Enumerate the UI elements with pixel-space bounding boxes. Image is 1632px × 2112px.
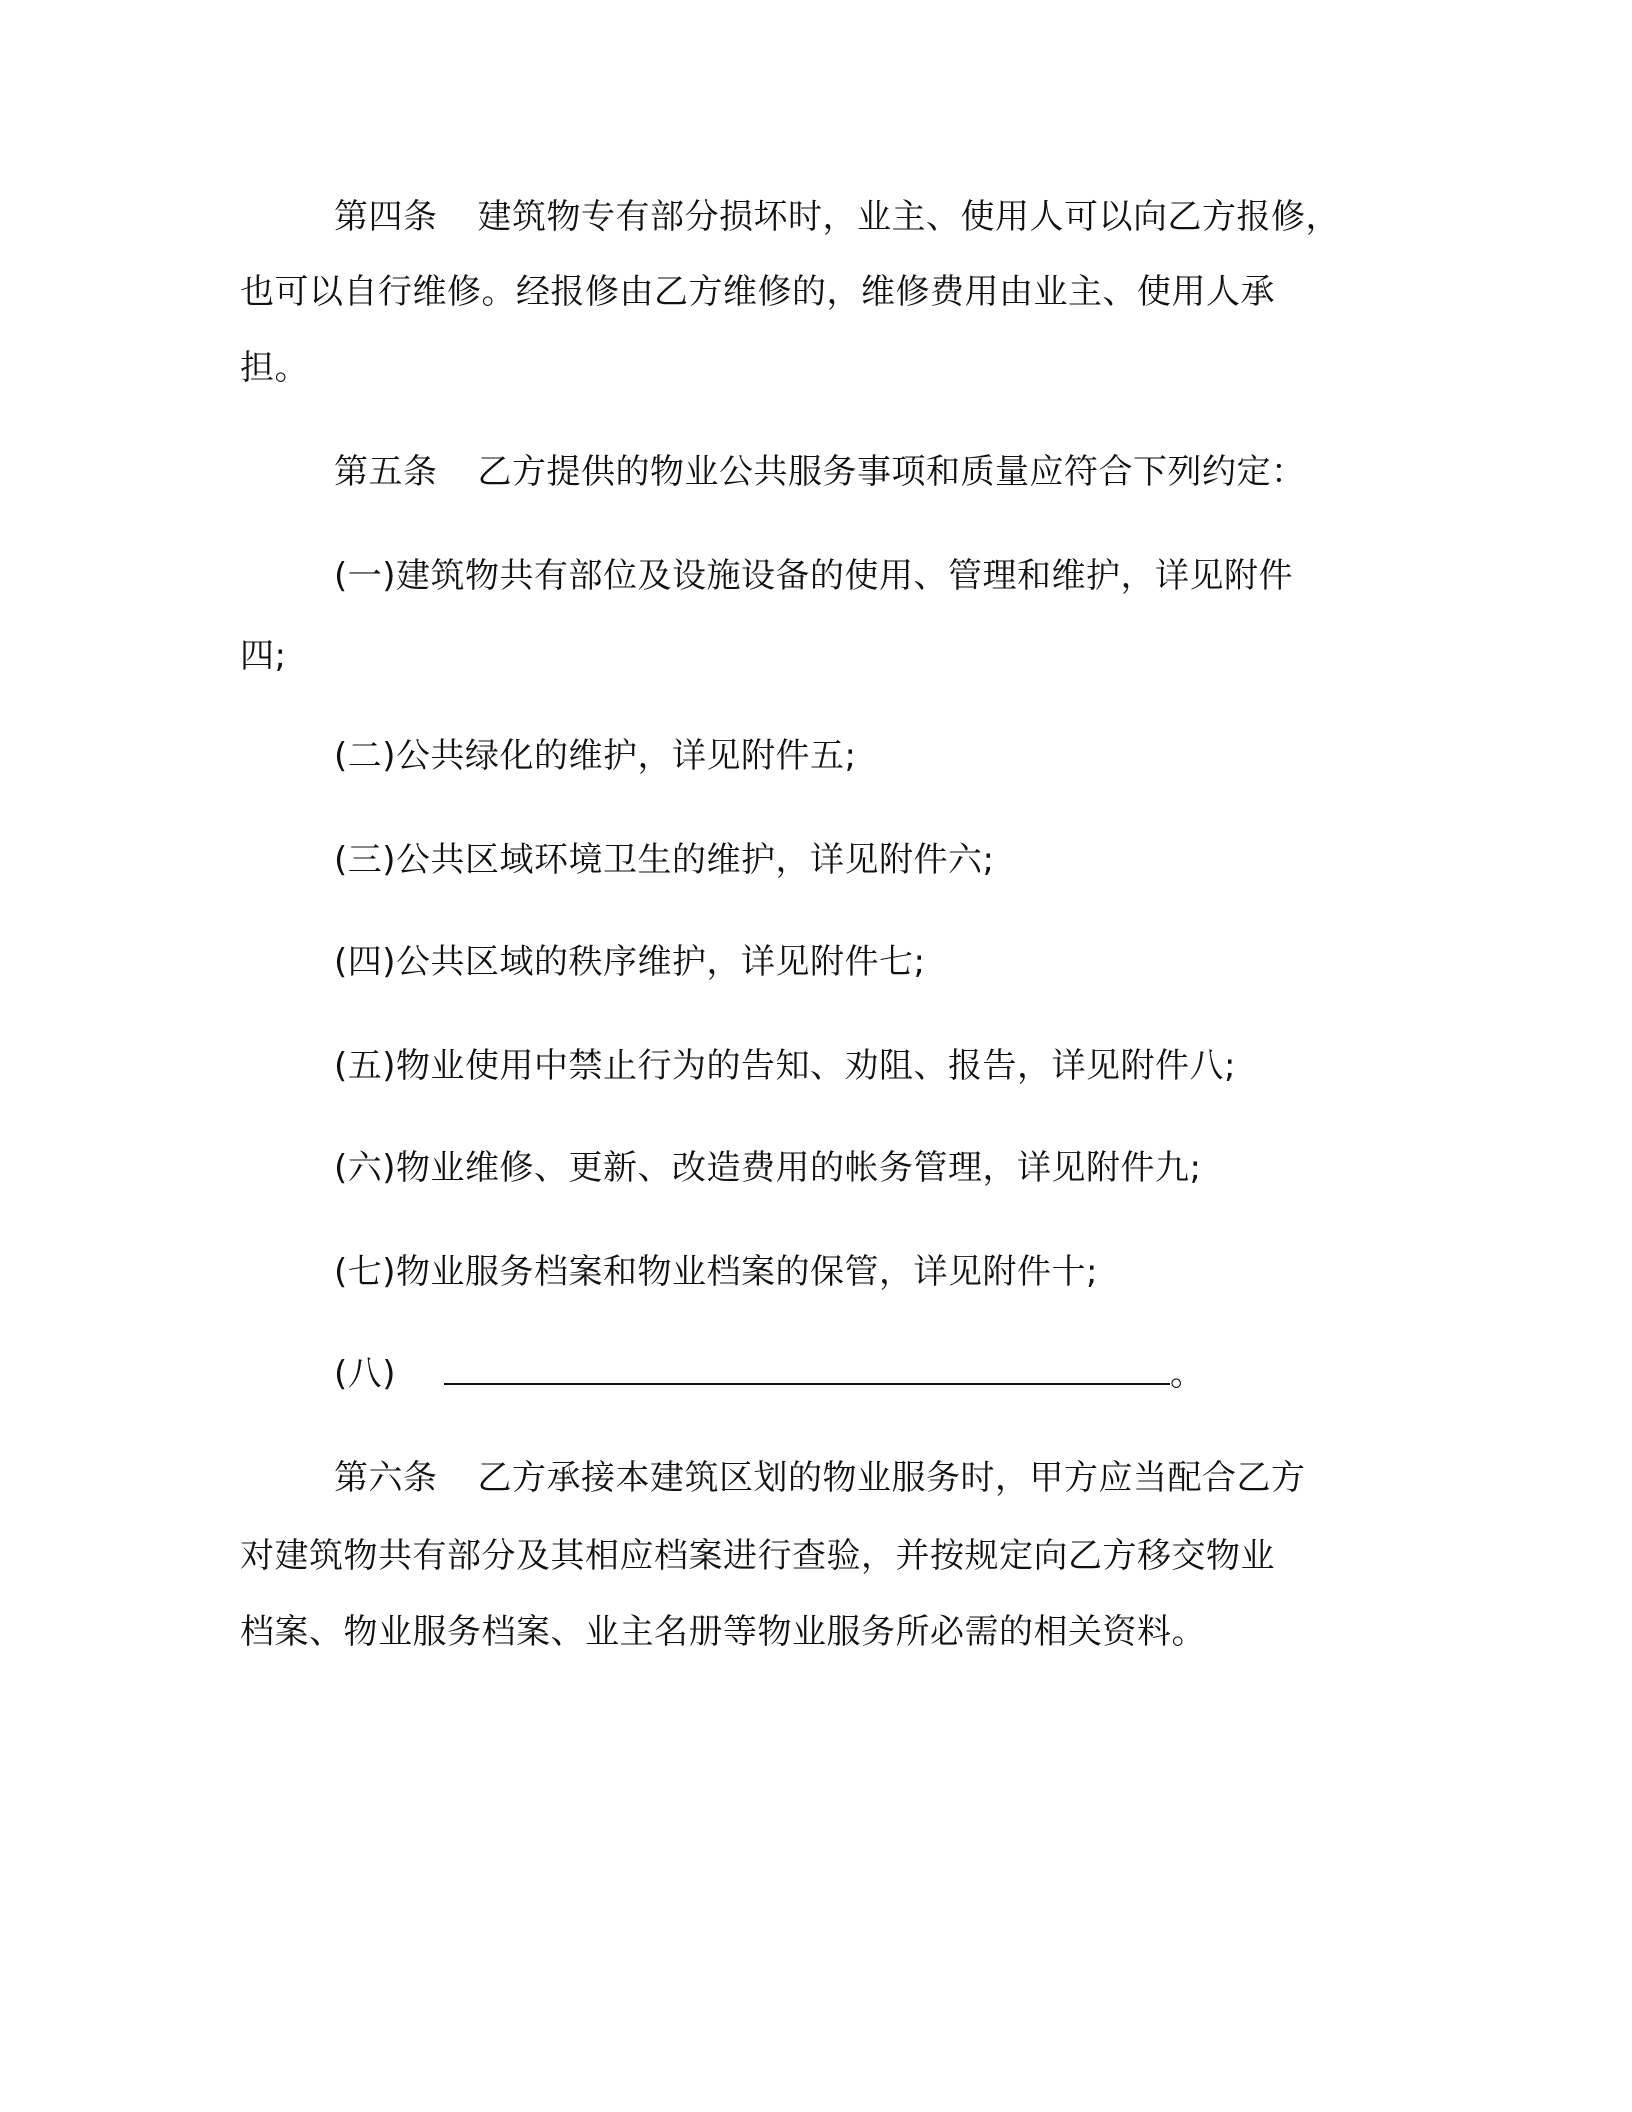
article6-line-3: 档案、物业服务档案、业主名册等物业服务所必需的相关资料。 (240, 1612, 1206, 1652)
article5-item-8 (334, 1352, 1205, 1396)
article5-item-7: (七)物业服务档案和物业档案的保管，详见附件十; (334, 1252, 1098, 1292)
article4-number: 第四条 (334, 197, 438, 237)
article5-item-2: (二)公共绿化的维护，详见附件五; (334, 736, 857, 776)
article5-item-1: (一)建筑物共有部位及设施设备的使用、管理和维护，详见附件 (334, 556, 1294, 596)
article5-line-1 (334, 450, 1306, 494)
article4-line-3: 担。 (240, 348, 309, 388)
article5-item-4: (四)公共区域的秩序维护，详见附件七; (334, 942, 926, 982)
fill-in-blank-line (444, 1353, 1170, 1385)
article5-item-5: (五)物业使用中禁止行为的告知、劝阻、报告，详见附件八; (334, 1046, 1236, 1086)
article6-text-1: 乙方承接本建筑区划的物业服务时，甲方应当配合乙方 (477, 1458, 1306, 1498)
article5-item-3: (三)公共区域环境卫生的维护，详见附件六; (334, 840, 995, 880)
article4-text-1: 建筑物专有部分损坏时，业主、使用人可以向乙方报修， (477, 197, 1340, 237)
article6-number: 第六条 (334, 1458, 438, 1498)
article5-intro: 乙方提供的物业公共服务事项和质量应符合下列约定： (477, 452, 1306, 492)
article5-item-1-cont: 四; (240, 636, 287, 676)
article5-item-8-label: (八) (334, 1354, 397, 1394)
article5-item-8-end: 。 (1170, 1354, 1205, 1394)
article4-line-2: 也可以自行维修。经报修由乙方维修的，维修费用由业主、使用人承 (240, 272, 1275, 312)
article4-line-1 (334, 195, 1340, 239)
article6-line-2: 对建筑物共有部分及其相应档案进行查验，并按规定向乙方移交物业 (240, 1536, 1275, 1576)
article5-number: 第五条 (334, 452, 438, 492)
article6-line-1 (334, 1456, 1306, 1500)
article5-item-6: (六)物业维修、更新、改造费用的帐务管理，详见附件九; (334, 1148, 1202, 1188)
